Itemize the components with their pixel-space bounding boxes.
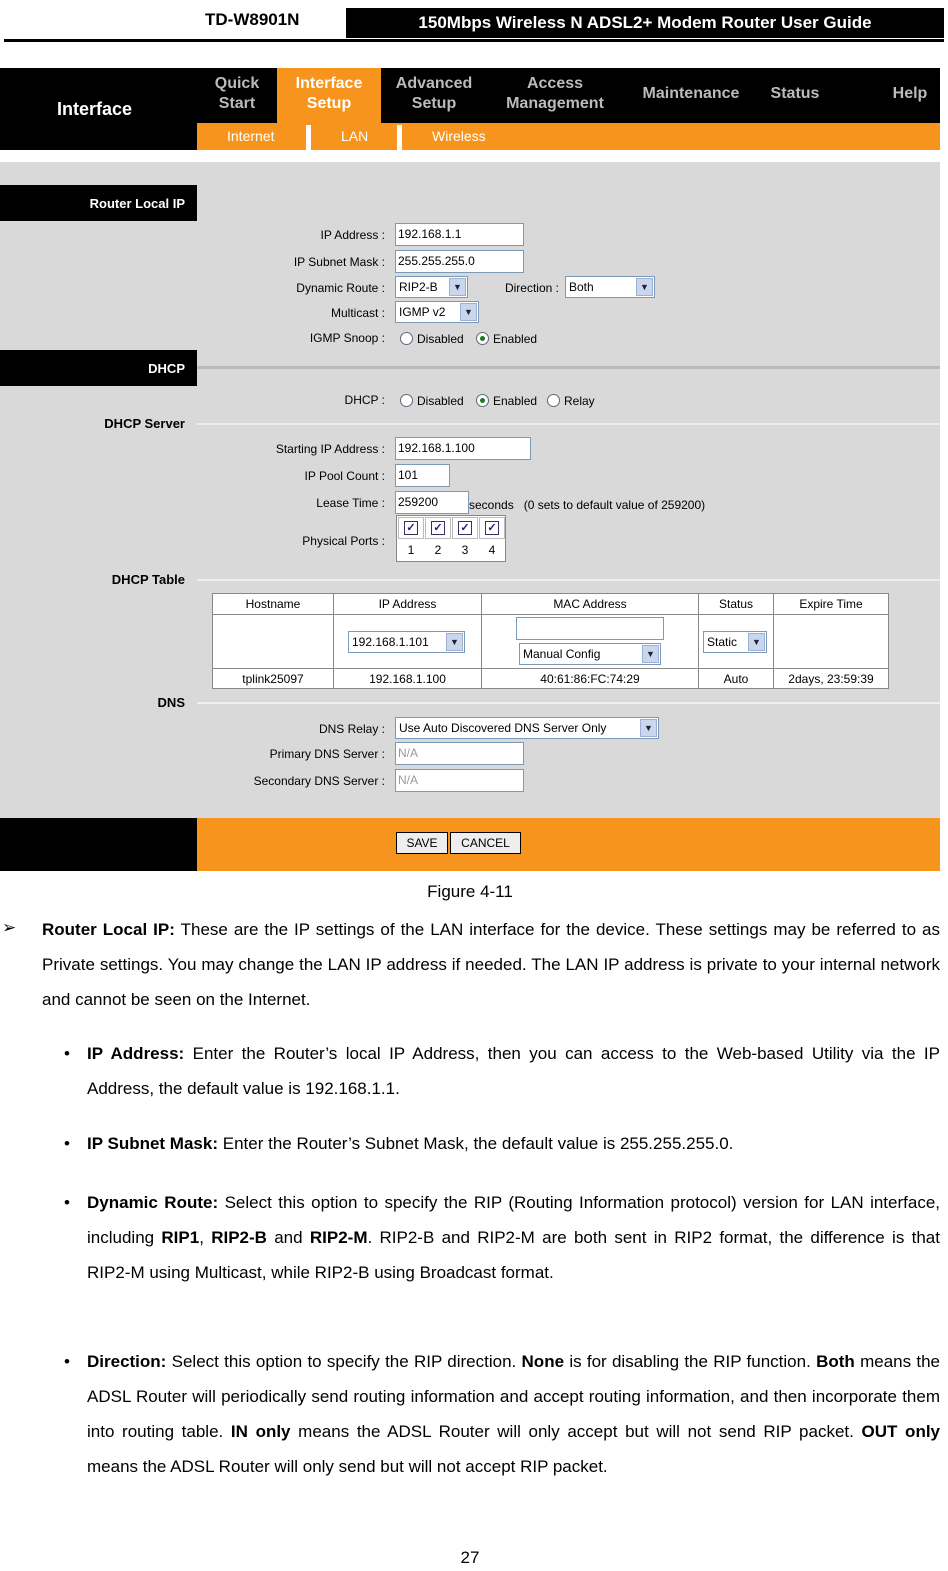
- chevron-down-icon: ▼: [748, 633, 765, 651]
- col-status: Status: [699, 594, 774, 615]
- physical-ports-grid: [396, 515, 506, 562]
- igmp-snoop-label: IGMP Snoop :: [309, 331, 385, 345]
- direction-value: Both: [569, 280, 594, 294]
- igmp-snoop-disabled-radio[interactable]: [400, 332, 464, 346]
- chevron-down-icon: ▼: [640, 719, 657, 737]
- nav-maintenance[interactable]: Maintenance: [642, 85, 740, 102]
- col-ip-address: IP Address: [334, 594, 482, 615]
- description: These are the IP settings of the LAN interface for the device. These settings may be referred to as Private settings. You may change the LAN IP address if needed. The LAN IP address is private to your internal network and cannot be seen on the Internet.: [42, 920, 941, 1009]
- bold-term: None: [521, 1352, 565, 1371]
- page-number: 27: [460, 1548, 480, 1567]
- description: means the ADSL Router will only accept but will not send RIP packet.: [298, 1422, 854, 1441]
- bold-term: Both: [816, 1352, 855, 1371]
- radio-selected-icon: [476, 394, 489, 407]
- port-number: 1: [407, 543, 415, 557]
- footer-bar-left: [0, 818, 197, 871]
- chevron-down-icon: ▼: [460, 303, 477, 321]
- radio-label: Enabled: [493, 394, 538, 408]
- nav-access-management[interactable]: [498, 74, 612, 114]
- dns-relay-value: Use Auto Discovered DNS Server Only: [399, 721, 607, 735]
- physical-ports-label: Physical Ports :: [302, 534, 385, 548]
- router-ui-screenshot: [0, 68, 940, 871]
- doc-model-name: TD-W8901N: [205, 10, 300, 29]
- radio-label: Enabled: [493, 332, 538, 346]
- radio-icon: [400, 332, 413, 345]
- cancel-button[interactable]: CANCEL: [450, 832, 521, 854]
- port-number: 2: [434, 543, 442, 557]
- chevron-down-icon: ▼: [642, 645, 659, 663]
- multicast-select[interactable]: [395, 301, 479, 323]
- dynamic-route-paragraph: [87, 1185, 940, 1290]
- term: IP Subnet Mask:: [87, 1134, 218, 1153]
- table-cell: Auto: [699, 669, 774, 689]
- dhcp-label: DHCP :: [344, 393, 385, 407]
- checkbox-checked-icon: ✓: [431, 521, 445, 535]
- nav-help[interactable]: Help: [892, 85, 928, 102]
- section-divider: [197, 423, 940, 425]
- direction-label: Direction :: [504, 281, 559, 295]
- subnet-mask-paragraph: [87, 1126, 940, 1161]
- bold-term: RIP2-M: [309, 1228, 368, 1247]
- description: Enter the Router’s Subnet Mask, the default value is 255.255.255.0.: [222, 1134, 734, 1153]
- port-number: 4: [488, 543, 496, 557]
- description: means the ADSL Router will periodically send routing information and accept routing information, and then incorporate them into routing table.: [87, 1352, 941, 1441]
- nav-advanced-setup-line2: Setup: [411, 95, 457, 112]
- table-cell: [213, 615, 334, 669]
- description: is for disabling the RIP function.: [569, 1352, 811, 1371]
- description: Enter the Router’s local IP Address, then you can access to the Web-based Utility via the IP Address, the default value is 192.168.1.1.: [87, 1044, 940, 1098]
- nav-access-management-line1: Access: [526, 75, 584, 92]
- arrow-bullet-icon: ➢: [2, 918, 17, 937]
- lease-time-note: seconds (0 sets to default value of 259200): [469, 498, 706, 512]
- port-1-checkbox[interactable]: [398, 517, 424, 539]
- bullet-icon: •: [64, 1193, 70, 1212]
- primary-dns-input[interactable]: N/A: [395, 742, 524, 765]
- pool-count-label: IP Pool Count :: [304, 469, 385, 483]
- radio-selected-icon: [476, 332, 489, 345]
- description: Select this option to specify the RIP (Routing Information protocol) version for LAN interface, including: [87, 1193, 940, 1247]
- radio-icon: [547, 394, 560, 407]
- dns-relay-label: DNS Relay :: [318, 722, 385, 736]
- subnet-mask-input[interactable]: 255.255.255.0: [395, 250, 524, 273]
- subnet-mask-label: IP Subnet Mask :: [293, 255, 385, 269]
- lease-time-input[interactable]: 259200: [395, 491, 469, 514]
- nav-quick-start-line2: Start: [218, 95, 256, 112]
- nav-quick-start[interactable]: [205, 74, 269, 114]
- dynamic-route-value: RIP2-B: [399, 280, 438, 294]
- port-2-checkbox[interactable]: [425, 517, 451, 539]
- dhcp-table: [212, 593, 889, 689]
- checkbox-checked-icon: ✓: [485, 521, 499, 535]
- chevron-down-icon: ▼: [449, 278, 466, 296]
- nav-gap: [0, 150, 940, 162]
- table-cell: 2days, 23:59:39: [774, 669, 889, 689]
- start-ip-label: Starting IP Address :: [275, 442, 385, 456]
- dhcp-disabled-radio[interactable]: [400, 394, 464, 408]
- description: means the ADSL Router will only send but will not accept RIP packet.: [87, 1457, 608, 1476]
- dhcp-enabled-radio[interactable]: [476, 394, 537, 408]
- nav-access-management-line2: Management: [506, 95, 604, 112]
- radio-label: Disabled: [417, 332, 464, 346]
- table-row: [213, 669, 889, 689]
- secondary-dns-label: Secondary DNS Server :: [253, 774, 385, 788]
- dhcp-relay-radio[interactable]: [547, 394, 595, 408]
- bold-term: RIP2-B: [211, 1228, 267, 1247]
- ip-address-input[interactable]: 192.168.1.1: [395, 223, 524, 246]
- edit-mac-mode-value: Manual Config: [523, 647, 601, 661]
- nav-interface-setup[interactable]: [277, 74, 381, 114]
- start-ip-input[interactable]: 192.168.1.100: [395, 437, 531, 460]
- multicast-value: IGMP v2: [399, 305, 446, 319]
- nav-quick-start-line1: Quick: [214, 75, 260, 92]
- doc-guide-title: 150Mbps Wireless N ADSL2+ Modem Router User Guide: [346, 8, 944, 38]
- dhcp-table-title: DHCP Table: [111, 572, 185, 587]
- subnav-wireless[interactable]: Wireless: [432, 128, 486, 144]
- direction-select[interactable]: [565, 276, 655, 298]
- table-cell: 40:61:86:FC:74:29: [482, 669, 699, 689]
- chevron-down-icon: ▼: [636, 278, 653, 296]
- secondary-dns-input[interactable]: N/A: [395, 769, 524, 792]
- table-cell: [334, 615, 482, 669]
- bold-term: RIP1: [161, 1228, 200, 1247]
- section-divider: [197, 579, 940, 581]
- edit-mac-input[interactable]: [516, 617, 664, 640]
- port-number: 3: [461, 543, 469, 557]
- primary-dns-label: Primary DNS Server :: [269, 747, 385, 761]
- edit-mac-mode-select[interactable]: [519, 643, 661, 665]
- bold-term: OUT only: [861, 1422, 941, 1441]
- subnav-internet[interactable]: Internet: [227, 128, 275, 144]
- nav-interface-setup-line2: Setup: [306, 95, 352, 112]
- dhcp-server-title: DHCP Server: [104, 416, 185, 431]
- subnav-separator: [397, 125, 402, 150]
- port-3-checkbox[interactable]: [452, 517, 478, 539]
- router-local-ip-paragraph: [42, 912, 940, 1017]
- nav-advanced-setup-line1: Advanced: [395, 75, 473, 92]
- conjunction: and: [274, 1228, 303, 1247]
- port-4-checkbox[interactable]: [479, 517, 505, 539]
- section-router-local-ip: Router Local IP: [0, 185, 197, 221]
- brand-label: Interface: [0, 68, 197, 150]
- ip-address-paragraph: [87, 1036, 940, 1106]
- table-cell: [482, 615, 699, 669]
- table-cell: 192.168.1.100: [334, 669, 482, 689]
- term: Direction:: [87, 1352, 167, 1371]
- radio-label: Disabled: [417, 394, 464, 408]
- edit-ip-value: 192.168.1.101: [352, 635, 429, 649]
- table-header-row: [213, 594, 889, 615]
- term: IP Address:: [87, 1044, 185, 1063]
- figure-caption: Figure 4-11: [427, 882, 513, 901]
- radio-icon: [400, 394, 413, 407]
- table-edit-row: [213, 615, 889, 669]
- chevron-down-icon: ▼: [446, 633, 463, 651]
- nav-advanced-setup[interactable]: [388, 74, 480, 114]
- multicast-label: Multicast :: [330, 306, 385, 320]
- dns-relay-select[interactable]: [395, 717, 659, 739]
- section-dhcp: DHCP: [0, 350, 197, 386]
- pool-count-input[interactable]: 101: [395, 464, 450, 487]
- bold-term: IN only: [230, 1422, 291, 1441]
- radio-label: Relay: [564, 394, 595, 408]
- nav-interface-setup-line1: Interface: [295, 75, 363, 92]
- term: Dynamic Route:: [87, 1193, 219, 1212]
- edit-status-value: Static: [707, 635, 738, 649]
- dns-title: DNS: [157, 695, 185, 710]
- col-hostname: Hostname: [213, 594, 334, 615]
- term: Router Local IP:: [42, 920, 175, 939]
- nav-status[interactable]: Status: [770, 85, 820, 102]
- footer-bar: [197, 818, 940, 871]
- section-divider: [197, 366, 940, 369]
- lease-time-label: Lease Time :: [316, 496, 385, 510]
- subnav-separator: [306, 125, 311, 150]
- col-mac-address: MAC Address: [482, 594, 699, 615]
- bullet-icon: •: [64, 1352, 70, 1371]
- igmp-snoop-enabled-radio[interactable]: [476, 332, 537, 346]
- direction-paragraph: [87, 1344, 940, 1484]
- table-cell: tplink25097: [213, 669, 334, 689]
- separator: ,: [199, 1228, 204, 1247]
- col-expire-time: Expire Time: [774, 594, 889, 615]
- table-cell: [699, 615, 774, 669]
- edit-status-select[interactable]: [703, 631, 767, 653]
- bullet-icon: •: [64, 1134, 70, 1153]
- subnav-lan[interactable]: LAN: [341, 128, 369, 144]
- edit-ip-select[interactable]: [348, 631, 465, 653]
- bullet-icon: •: [64, 1044, 70, 1063]
- save-button[interactable]: SAVE: [396, 832, 448, 854]
- description: . RIP2-B and RIP2-M are both sent in RIP2 format, the difference is that RIP2-M using Multicast, while RIP2-B using Broadcast format.: [87, 1228, 940, 1282]
- ip-address-label: IP Address :: [320, 228, 385, 242]
- checkbox-checked-icon: ✓: [458, 521, 472, 535]
- dynamic-route-label: Dynamic Route :: [296, 281, 385, 295]
- checkbox-checked-icon: ✓: [404, 521, 418, 535]
- table-cell: [774, 615, 889, 669]
- section-divider: [197, 702, 940, 704]
- description: Select this option to specify the RIP direction.: [171, 1352, 517, 1371]
